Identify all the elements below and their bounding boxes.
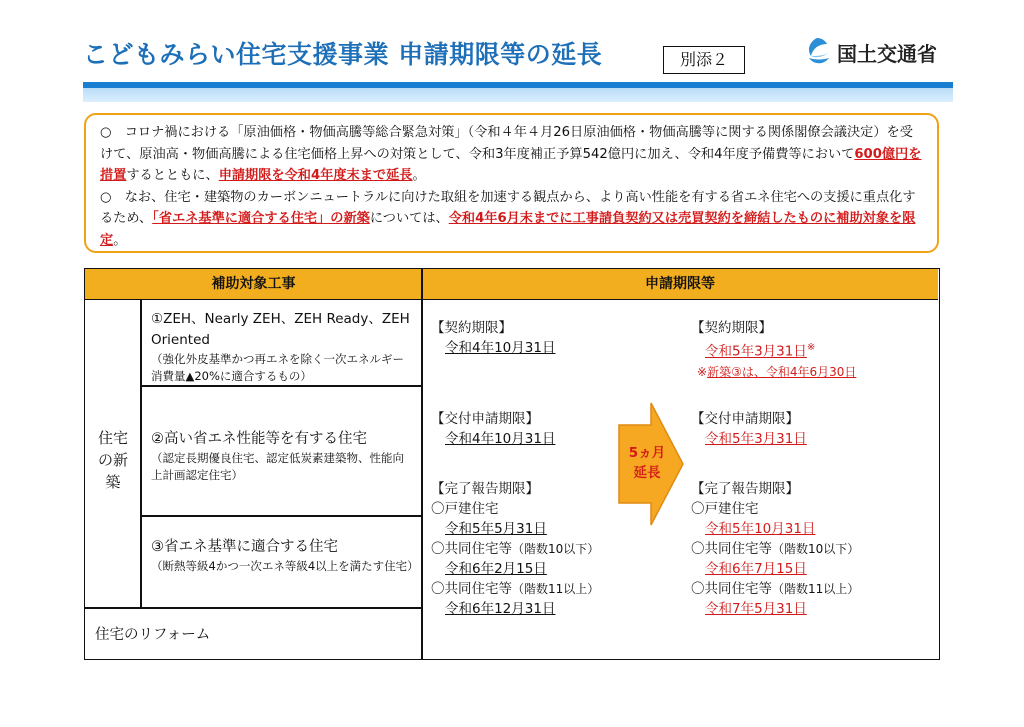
item-high-performance-title: ②高い省エネ性能等を有する住宅	[151, 431, 367, 447]
old-shared-low-label: 〇共同住宅等	[431, 541, 512, 557]
highlight-budget: 600億円を措置	[100, 146, 922, 183]
new-report-label: 【完了報告期限】	[691, 481, 799, 497]
attachment-label: 別添２	[663, 46, 745, 74]
item-zeh	[151, 309, 411, 385]
item-high-performance	[151, 429, 411, 484]
header-subsidy-work: 補助対象工事	[85, 269, 422, 300]
old-report-label: 【完了報告期限】	[431, 481, 539, 497]
old-shared-high	[431, 579, 599, 599]
divider	[140, 515, 422, 517]
item-energy-standard-note: （断熱等級4かつ一次エネ等級4以上を満たす住宅）	[151, 559, 419, 573]
old-grant-date: 令和4年10月31日	[445, 431, 556, 447]
new-shared-low-note: （階数10以下）	[772, 542, 860, 556]
summary-box	[84, 113, 939, 253]
new-shared-high-note: （階数11以上）	[772, 582, 860, 596]
item-zeh-title: ①ZEH、Nearly ZEH、ZEH Ready、ZEH Oriented	[151, 311, 410, 348]
new-shared-high	[691, 579, 859, 599]
summary-text: ○ コロナ禍における「原油価格・物価高騰等総合緊急対策」（令和４年４月26日原油価格・物価高騰等に関する関係閣僚会議決定）を受けて、原油高・物価高騰による住宅価格上昇への対策として、令和3年度補正予算542億円に加え、令和4年度予備費等において	[100, 125, 913, 162]
old-shared-low	[431, 539, 599, 559]
old-grant-label: 【交付申請期限】	[431, 411, 539, 427]
new-shared-high-label: 〇共同住宅等	[691, 581, 772, 597]
divider	[85, 607, 422, 609]
highlight-deadline-extension: 申請期限を令和4年度末まで延長	[218, 168, 413, 183]
old-shared-high-date: 令和6年12月31日	[445, 601, 556, 617]
old-contract-date: 令和4年10月31日	[445, 340, 556, 356]
new-contract-mark: ※	[806, 342, 816, 353]
highlight-contract-limit: 令和4年6月末までに工事請負契約又は売買契約を締結したものに補助対象を限定	[100, 211, 916, 248]
new-shared-low	[691, 539, 859, 559]
summary-text: ○ なお、住宅・建築物のカーボンニュートラルに向けた取組を加速する観点から、より高い性能を有する省エネ住宅への支援に重点化するため、	[100, 189, 916, 226]
new-shared-high-date: 令和7年5月31日	[705, 601, 807, 617]
divider	[140, 385, 422, 387]
item-reform: 住宅のリフォーム	[95, 627, 211, 643]
ministry-name: 国土交通省	[837, 41, 937, 66]
category-new-construction: 住宅の新築	[97, 429, 128, 491]
new-grant-label: 【交付申請期限】	[691, 411, 799, 427]
summary-text: 。	[412, 168, 426, 183]
note-mark: ※	[697, 365, 708, 379]
new-shared-low-label: 〇共同住宅等	[691, 541, 772, 557]
new-contract-note	[697, 362, 856, 382]
new-grant-date: 令和5年3月31日	[705, 431, 807, 447]
old-shared-low-date: 令和6年2月15日	[445, 561, 547, 577]
ministry-logo	[803, 34, 937, 70]
new-contract-label: 【契約期限】	[691, 320, 772, 336]
extension-label: 5ヵ月延長	[628, 445, 666, 481]
item-high-performance-note: （認定長期優良住宅、認定低炭素建築物、性能向上計画認定住宅）	[151, 451, 404, 482]
old-shared-high-note: （階数11以上）	[512, 582, 600, 596]
item-energy-standard	[151, 537, 419, 575]
divider	[140, 300, 142, 607]
old-detached-label: 〇戸建住宅	[431, 501, 499, 517]
deadline-table	[84, 268, 940, 660]
header-band-light	[83, 88, 953, 102]
old-contract-label: 【契約期限】	[431, 320, 512, 336]
new-detached-date: 令和5年10月31日	[705, 521, 816, 537]
note-date: は、令和4年6月30日	[741, 365, 857, 379]
ministry-emblem-icon	[803, 36, 831, 68]
old-detached-date: 令和5年5月31日	[445, 521, 547, 537]
summary-text: については、	[369, 211, 449, 226]
summary-paragraph-2	[100, 187, 923, 252]
page-title: こどもみらい住宅支援事業 申請期限等の延長	[83, 40, 603, 69]
highlight-energy-standard: 「省エネ基準に適合する住宅」の新築	[152, 211, 370, 226]
divider	[421, 269, 423, 659]
note-target: 新築③	[707, 365, 742, 379]
new-contract-date: 令和5年3月31日	[705, 343, 807, 360]
summary-paragraph-1	[100, 122, 923, 187]
new-contract	[705, 338, 815, 362]
item-energy-standard-title: ③省エネ基準に適合する住宅	[151, 539, 338, 555]
item-zeh-note: （強化外皮基準かつ再エネを除く一次エネルギー消費量▲20%に適合するもの）	[151, 352, 404, 383]
new-detached-label: 〇戸建住宅	[691, 501, 759, 517]
header-deadlines: 申請期限等	[422, 269, 938, 300]
summary-text: 。	[113, 232, 127, 248]
old-shared-high-label: 〇共同住宅等	[431, 581, 512, 597]
old-shared-low-note: （階数10以下）	[512, 542, 600, 556]
new-shared-low-date: 令和6年7月15日	[705, 561, 807, 577]
summary-text: するとともに、	[126, 168, 219, 183]
